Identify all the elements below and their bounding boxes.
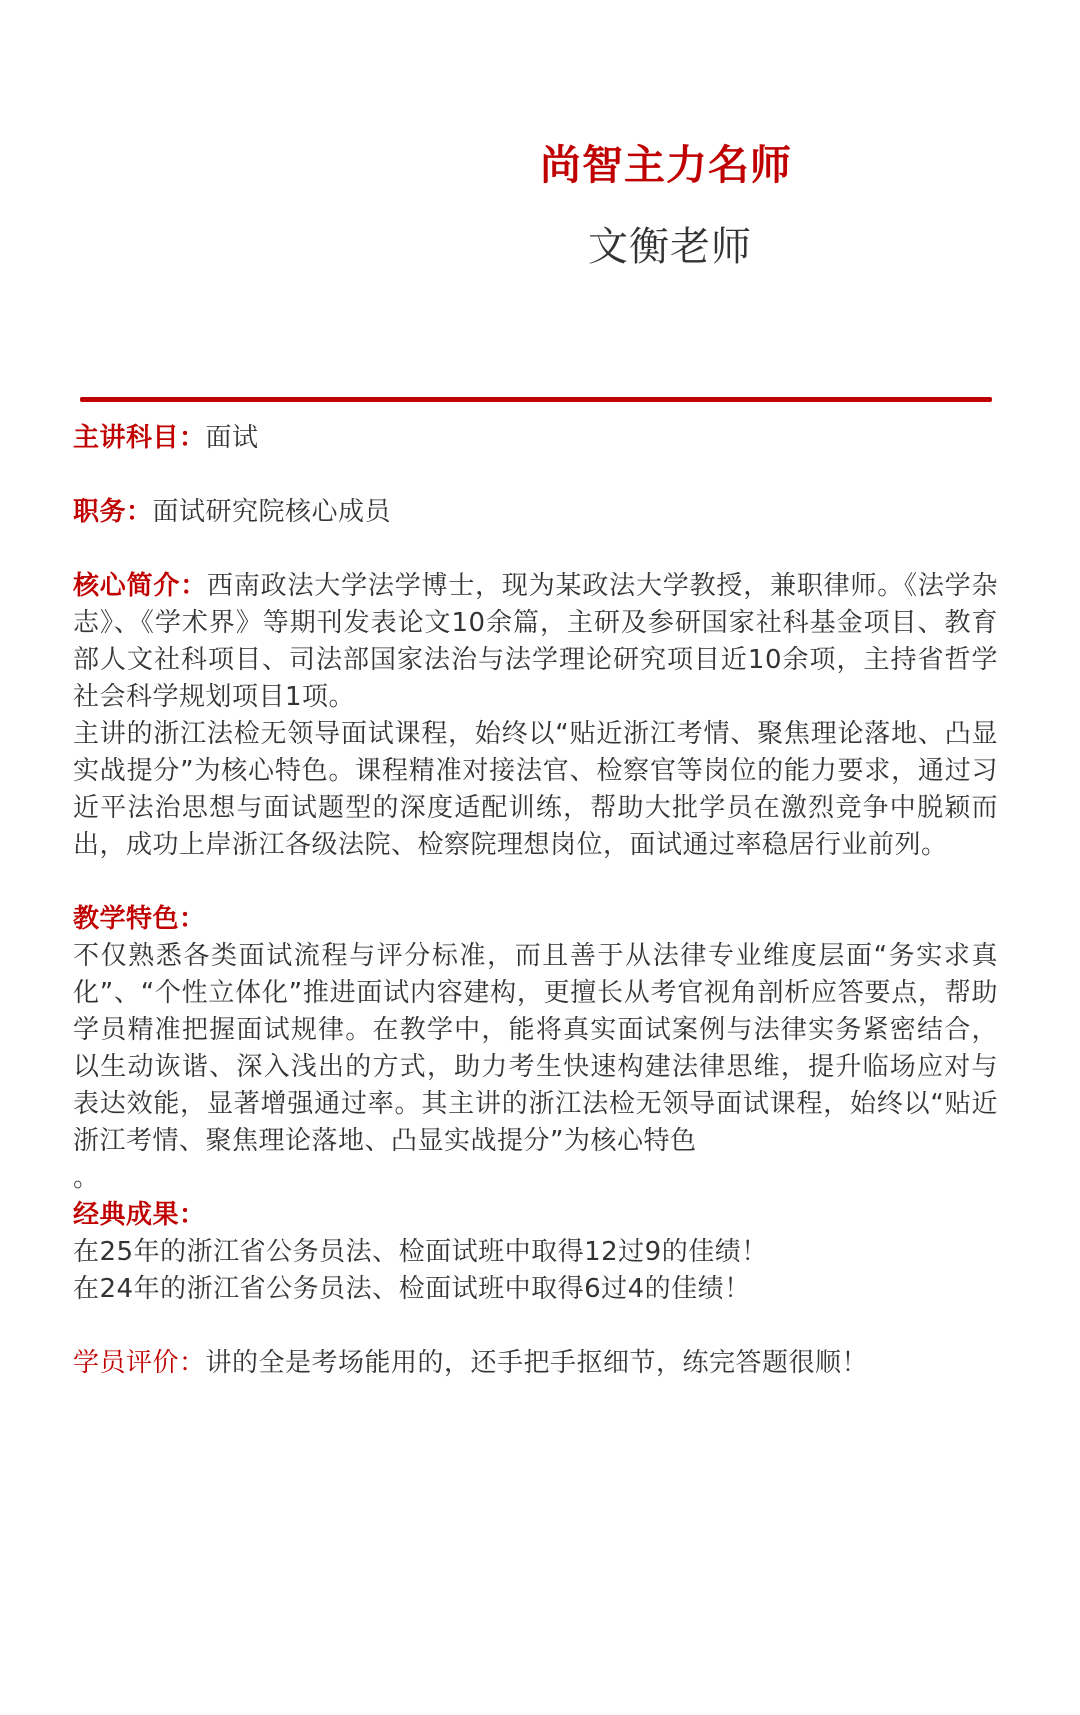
position-label: 职务： bbox=[73, 497, 153, 527]
teaching-paragraph: 不仅熟悉各类面试流程与评分标准，而且善于从法律专业维度层面“务实求真化”、“个性立体化”推进面试内容建构，更擅长从考官视角剖析应答要点，帮助学员精准把握面试规律。在教学中，能将真实面试案例与法律实务紧密结合，以生动诙谐、深入浅出的方式，助力考生快速构建法律思维，提升临场应对与表达效能，显著增强通过率。其主讲的浙江法检无领导面试课程，始终以“贴近浙江考情、聚焦理论落地、凸显实战提分”为核心特色 bbox=[73, 941, 998, 1156]
achievements-label-line bbox=[73, 1197, 998, 1234]
teacher-name: 文衡老师 bbox=[588, 224, 752, 270]
review-value: 讲的全是考场能用的，还手把手抠细节，练完答题很顺！ bbox=[205, 1348, 869, 1378]
intro-paragraph-2: 主讲的浙江法检无领导面试课程，始终以“贴近浙江考情、聚焦理论落地、凸显实战提分”为核心特色。课程精准对接法官、检察官等岗位的能力要求，通过习近平法治思想与面试题型的深度适配训练，帮助大批学员在激烈竞争中脱颖而出，成功上岸浙江各级法院、检察院理想岗位，面试通过率稳居行业前列。 bbox=[73, 719, 998, 860]
position-value: 面试研究院核心成员 bbox=[152, 497, 392, 527]
review-label: 学员评价： bbox=[73, 1348, 206, 1378]
brand-title: 尚智主力名师 bbox=[540, 141, 792, 189]
subject-value: 面试 bbox=[205, 423, 259, 453]
review-line bbox=[73, 1345, 998, 1382]
position-line bbox=[73, 494, 998, 531]
profile-content bbox=[73, 420, 998, 1382]
red-divider bbox=[80, 397, 992, 402]
subject-line bbox=[73, 420, 998, 457]
intro-text-1: 西南政法大学法学博士，现为某政法大学教授，兼职律师。《法学杂志》、《学术界》等期刊发表论文10余篇，主研及参研国家社科基金项目、教育部人文社科项目、司法部国家法治与法学理论研究项目近10余项，主持省哲学社会科学规划项目1项。 bbox=[73, 571, 998, 712]
intro-paragraph-1 bbox=[73, 568, 998, 716]
achievement-item: 在24年的浙江省公务员法、检面试班中取得6过4的佳绩！ bbox=[73, 1274, 751, 1304]
subject-label: 主讲科目： bbox=[73, 423, 206, 453]
teaching-label-line bbox=[73, 901, 998, 938]
teaching-label: 教学特色： bbox=[73, 904, 206, 934]
achievement-item: 在25年的浙江省公务员法、检面试班中取得12过9的佳绩！ bbox=[73, 1237, 768, 1267]
intro-label: 核心简介： bbox=[73, 571, 208, 601]
achievements-label: 经典成果： bbox=[73, 1200, 206, 1230]
teaching-trailing: 。 bbox=[73, 1163, 100, 1193]
